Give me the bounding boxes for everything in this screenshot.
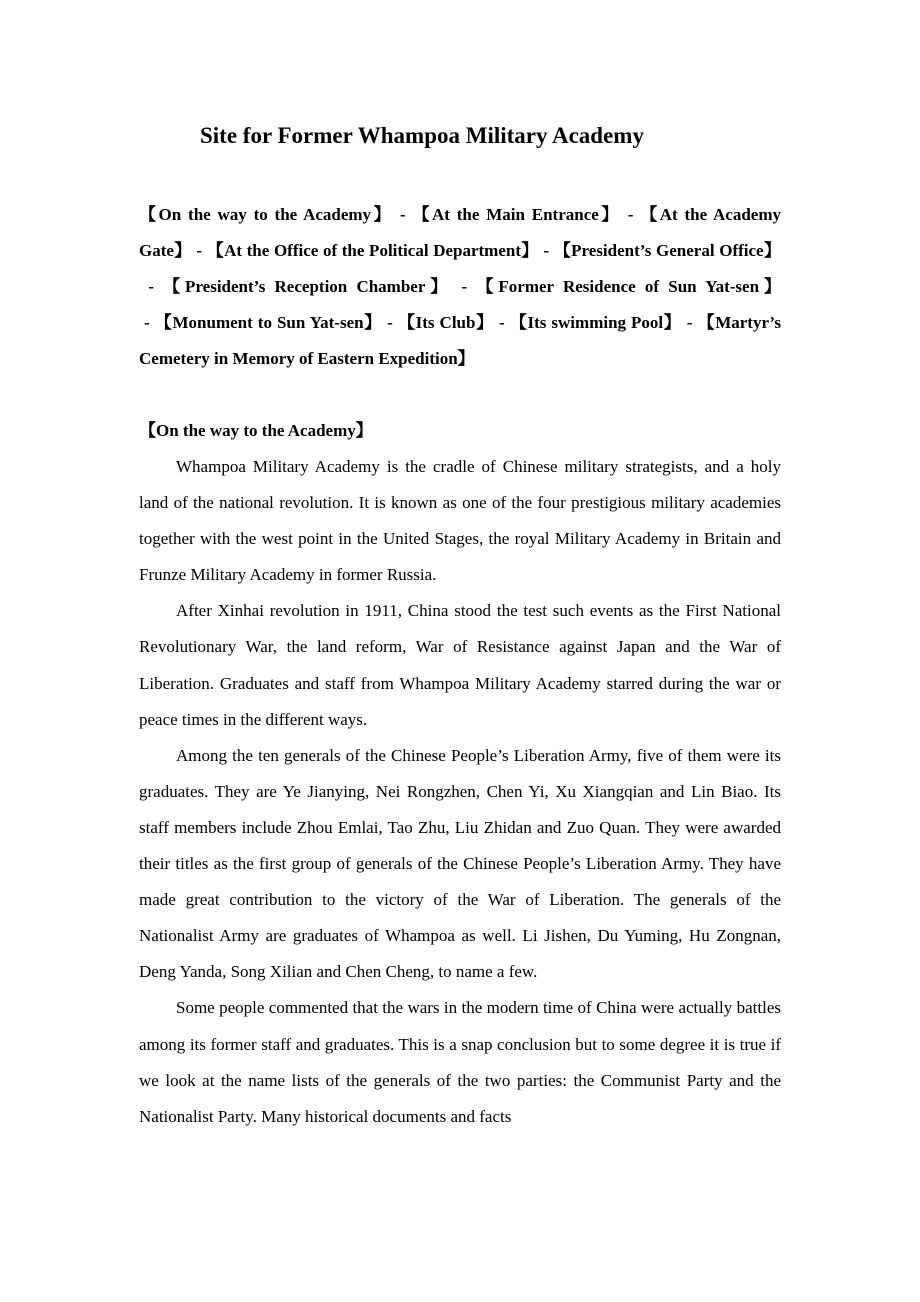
toc-link-academy-gate[interactable]: 【At the Academy Gate】 [139, 205, 781, 260]
toc-separator: - [620, 205, 641, 224]
toc-separator: - [139, 313, 155, 332]
toc-link-reception-chamber[interactable]: 【President’s Reception Chamber】 [163, 277, 453, 296]
toc-link-former-residence[interactable]: 【Former Residence of Sun Yat-sen】 [476, 277, 781, 296]
paragraph: Some people commented that the wars in the modern time of China were actually battles among its former staff and graduates. This is a snap conclusion but to some degree it is true if we look at the name lists of the generals of the two parties: the Communist Party and the Nationalist Party. Many historical documents and facts [139, 998, 781, 1126]
toc-separator: - [452, 277, 477, 296]
table-of-contents [139, 197, 781, 377]
toc-link-general-office[interactable]: 【President’s General Office】 [553, 241, 781, 260]
toc-separator: - [538, 241, 554, 260]
toc-link-monument[interactable]: 【Monument to Sun Yat-sen】 [154, 313, 383, 332]
toc-link-main-entrance[interactable]: 【At the Main Entrance】 [412, 205, 621, 224]
toc-link-martyrs-cemetery[interactable]: 【Martyr’s Cemetery in Memory of Eastern Expedition】 [139, 313, 781, 368]
paragraph: Among the ten generals of the Chinese People’s Liberation Army, five of them were its graduates. They are Ye Jianying, Nei Rongzhen, Chen Yi, Xu Xiangqian and Lin Biao. Its staff members include Zhou Emlai, Tao Zhu, Liu Zhidan and Zuo Quan. They were awarded their titles as the first group of generals of the Chinese People’s Liberation Army. They have made great contribution to the victory of the War of Liberation. The generals of the Nationalist Army are graduates of Whampoa as well. Li Jishen, Du Yuming, Hu Zongnan, Deng Yanda, Song Xilian and Chen Cheng, to name a few. [139, 745, 781, 982]
paragraph: Whampoa Military Academy is the cradle of Chinese military strategists, and a holy land of the national revolution. It is known as one of the four prestigious military academies together with the west point in the United Stages, the royal Military Academy in Britain and Frunze Military Academy in former Russia. [139, 457, 781, 585]
toc-link-swimming-pool[interactable]: 【Its swimming Pool】 [509, 313, 682, 332]
toc-separator: - [681, 313, 698, 332]
toc-link-political-department[interactable]: 【At the Office of the Political Department】 [206, 241, 539, 260]
toc-link-club[interactable]: 【Its Club】 [397, 313, 494, 332]
page-title: Site for Former Whampoa Military Academy [200, 123, 644, 148]
toc-separator: - [393, 205, 413, 224]
toc-separator: - [139, 277, 164, 296]
toc-separator: - [191, 241, 207, 260]
section-heading: 【On the way to the Academy】 [139, 421, 373, 440]
toc-separator: - [494, 313, 510, 332]
paragraph: After Xinhai revolution in 1911, China stood the test such events as the First National Revolutionary War, the land reform, War of Resistance against Japan and the War of Liberation. Graduates and staff from Whampoa Military Academy starred during the war or peace times in the different ways. [139, 601, 781, 729]
document-body [139, 197, 781, 1135]
toc-separator: - [382, 313, 398, 332]
toc-link-on-the-way[interactable]: 【On the way to the Academy】 [139, 205, 394, 224]
